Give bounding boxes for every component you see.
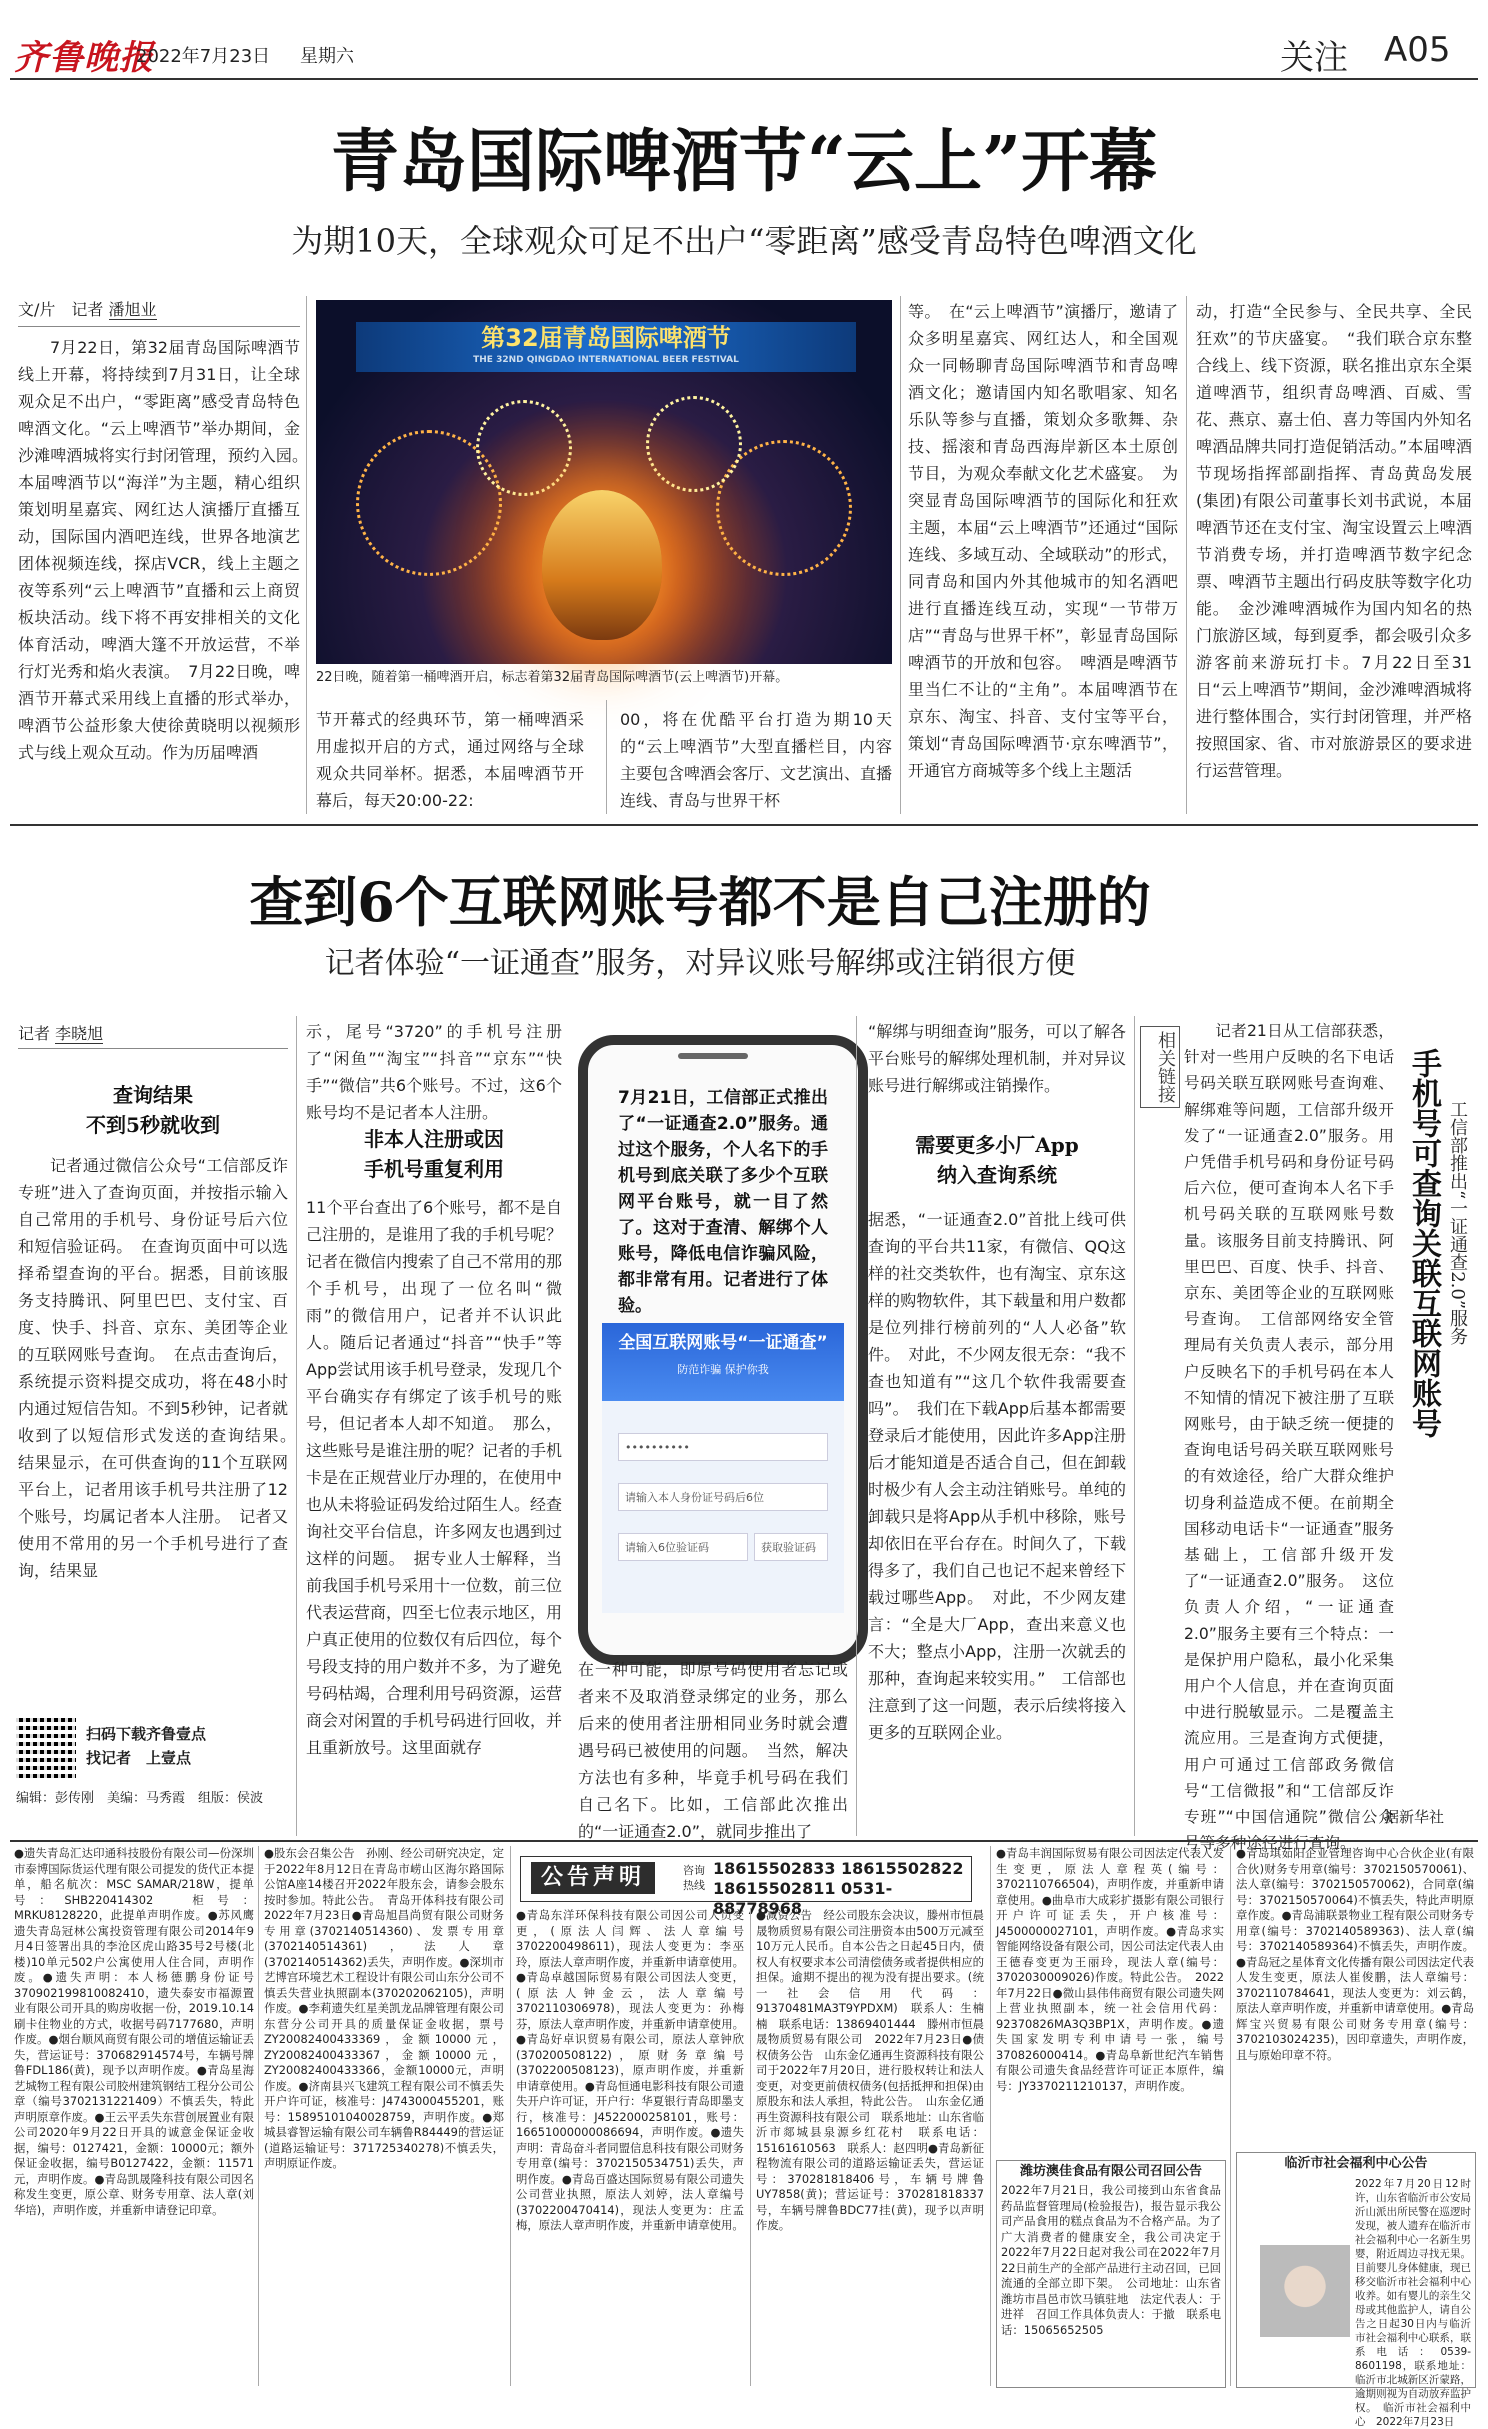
article1-column-1: 7月22日，第32届青岛国际啤酒节线上开幕，将持续到7月31日，让全球观众足不出户，“零距离”感受青岛特色啤酒文化。“云上啤酒节”举办期间，金沙滩啤酒城将实行封闭管理，预约入园。 本届啤酒节以“海洋”为主题，精心组织策划明星嘉宾、网红达人演播厅直播互动，国际国内酒吧连线，世界各地演艺团体视频连线，探店VCR，线上主题之夜等系列“云上啤酒节”直播和云上商贸板块活动。线下将不再安排相关的文化体育活动，啤酒大篷不开放运营，不举行灯光秀和焰火表演。 7月22日晚，啤酒节开幕式采用线上直播的形式举办，啤酒节公益形象大使徐黄晓明以视频形式与线上观众互动。作为历届啤酒 — [18, 338, 317, 762]
beer-festival-photo — [316, 300, 892, 664]
firework-shape — [476, 400, 572, 496]
divider — [18, 326, 300, 327]
infant-photo — [1260, 2245, 1350, 2337]
sidebar-body: 记者21日从工信部获悉，针对一些用户反映的名下电话号码关联互联网账号查询难、解绑难等问题，工信部升级开发了“一证通查2.0”服务。用户凭借手机号码和身份证号码后六位，便可查询本人名下手机号码关联的互联网账号数量。该服务目前支持腾讯、阿里巴巴、百度、快手、抖音、京东、美团等企业的互联网账号查询。 工信部网络安全管理局有关负责人表示，部分用户反映名下的手机号码在本人不知情的情况下被注册了互联网账号，由于缺乏统一便捷的查询电话号码关联互联网账号的有效途径，给广大群众维护切身利益造成不便。在前期全国移动电话卡“一证通查”服务基础上，工信部升级开发了“一证通查2.0”服务。 这位负责人介绍，“一证通查2.0”服务主要有三个特点：一是保护用户隐私，最小化采集用户个人信息，并在查询页面中进行脱敏显示。二是覆盖主流应用。三是查询方式便捷，用户可通过工信部政务微信号“工信微报”和“工信部反诈专班”“中国信通院”微信公众号等多种途径进行查询。 — [1184, 1022, 1394, 1853]
article1-column-4: 等。 在“云上啤酒节”演播厅，邀请了众多明星嘉宾、网红达人，和全国观众一同畅聊青岛国际啤酒节和青岛啤酒文化；邀请国内知名歌唱家、知名乐队等参与直播，策划众多歌舞、杂技、摇滚和青岛西海岸新区本土原创节目，为观众奉献文化艺术盛宴。 为突显青岛国际啤酒节的国际化和狂欢主题，本届“云上啤酒节”还通过“国际连线、多域互动、全域联动”的形式，同青岛和国内外其他城市的知名酒吧进行直播连线互动，实现“一节带万店”“青岛与世界干杯”，彰显青岛国际啤酒节的开放和包容。 啤酒是啤酒节里当仁不让的“主角”。本届啤酒节在京东、淘宝、抖音、支付宝等平台，策划“青岛国际啤酒节·京东啤酒节”，开通官方商城等多个线上主题活 — [908, 302, 1178, 780]
photo-caption: 22日晚，随着第一桶啤酒开启，标志着第32届青岛国际啤酒节(云上啤酒节)开幕。 — [316, 670, 789, 685]
article2-section2-title: 非本人注册或因 手机号重复利用 — [364, 1127, 504, 1181]
hotline-phones-2: 18615502811 0531-88778968 — [713, 1879, 893, 1918]
firework-shape — [646, 396, 742, 492]
article1-byline — [18, 298, 298, 322]
column-divider — [900, 296, 901, 814]
section-rule — [10, 824, 1478, 826]
column-divider — [1134, 1016, 1135, 1836]
ads-rule — [10, 1840, 1478, 1842]
article2-byline — [18, 1022, 288, 1046]
article1-column-2: 节开幕式的经典环节，第一桶啤酒采用虚拟开启的方式，通过网络与全球观众共同举杯。据悉，本届啤酒节开幕后，每天20:00-22: — [316, 710, 584, 810]
column-divider — [258, 1846, 259, 2386]
editor-credits: 编辑：彭传刚 美编：马秀霞 组版：侯波 — [16, 1791, 264, 1806]
ads-column-2: ●股东会召集公告 孙刚、经公司研究决定，定于2022年8月12日在青岛市崂山区海尔路国际公馆A座14楼召开2022年股东会，请参会股东按时参加。特此公告。 青岛开体科技有限公司 2022年7月23日●青岛旭昌尚贸有限公司财务专用章(3702140514360)、发票专用章(3702140514361)，法人章(3702140514362)丢失，声明作废。●深圳市艺博宫环境艺术工程设计有限公司山东分公司不慎丢失营业执照副本(370202062105)，声明作废。●李莉遗失红星美凯龙品牌管理有限公司东营分公司开具的质量保证金收据，票号ZY20082400433369，金额10000元，ZY20082400433367，金额10000元，ZY20082400433366，金额10000元，声明作废。●济南县兴飞建筑工程有限公司不慎丢失开户许可证，核准号：J4743000455201，账号：15895101040028759，声明作废。●郑城县睿智运输有限公司车辆鲁R84449的营运证(道路运输证号：371725340278)不慎丢失，声明原证作废。 — [264, 1846, 516, 2170]
beer-barrel — [542, 490, 662, 640]
ads-column-4: ●减资公告 经公司股东会决议，滕州市恒晨晟物质贸易有限公司注册资本由500万元减至10万元人民币。自本公告之日起45日内，债权人有权要求本公司清偿债务或者提供相应的担保。逾期不提出的视为没有提出要求。(统一社会信用代码：91370481MA3T9YPDXM) 联系人：生楠楠 联系电话：13869401444 滕州市恒晨晟物质贸易有限公司 2022年7月23日●债权债务公告 山东金亿通再生资源科技有限公司于2022年7月20日，进行股权转让和法人变更，对变更前债权债务(包括抵押和担保)由原股东和法人承担，特此公告。 山东金亿通再生资源科技有限公司 联系地址：山东省临沂市郯城县泉源乡红花村 联系电话：15161610563 联系人：赵四明●青岛新征程物流有限公司的道路运输证丢失，营运证号：370281818406号，车辆号牌鲁UY7858(黄)；营运证号：370281818337号，车辆号牌鲁BDC77挂(黄)，现予以声明作废。 — [756, 1908, 984, 2232]
ads-column-1: ●遗失青岛汇达印通科技股份有限公司—份深圳市泰博国际货运代理有限公司提发的货代正本提单，船名航次：MSC SAMAR/218W，提单号：SHB220414302 柜号：MRKU8128220，此提单声明作废。●苏风鹰遗失青岛冠林公寓投资管理有限公司2014年9月4日签署出具的李沧区虎山路35号2号楼(北楼)10单元502户公寓使用人住合同，声明作废。●遗失声明：本人杨德鹏身份证号370902199810082410，遗失泰安市福源置业有限公司开具的购房收据一份，2019.10.14刷卡住物业的方式，收据号码7177680，声明作废。●烟台顺风商贸有限公司的增值运输证丢失，营运证号：370682914574号，车辆号牌鲁FDL186(黄)，现予以声明作废。●青岛星海艺城物工程有限公司胶州建筑钢结工程分公司公章（编号3702131221409）不慎丢失，特此声明原章作废。●王云平丢失东营创展置业有限公司2020年9月22日开具的诚意金保证金收据，编号：0127421，金额：10000元；额外保证金收据，编号B0127422，金额：11571元，声明作废。●青岛凯晟隆科技有限公司因名称发生变更，原公章、财务专用章、法人章(刘华培)，声明作废，并重新申请登记印章。 — [14, 1846, 254, 2217]
related-link-label: 相关链接 — [1140, 1026, 1180, 1108]
sidebar-title: 手机号可查询关联互联网账号 — [1406, 1048, 1441, 1438]
id-suffix-field[interactable]: 请输入本人身份证号码后6位 — [618, 1483, 828, 1511]
issue-date: 2022年7月23日 — [136, 46, 271, 67]
article2-section3-title: 需要更多小厂App 纳入查询系统 — [915, 1133, 1079, 1187]
byline-prefix: 记者 — [18, 1024, 51, 1043]
article2-column-2: 11个平台查出了6个账号，都不是自己注册的，是谁用了我的手机号呢？ 记者在微信内搜索了自己不常用的那个手机号，出现了一位名叫“微雨”的微信用户，记者并不认识此人。随后记者通过“抖音”“快手”等App尝试用该手机号登录，发现几个平台确实存有绑定了该手机号的账号，但记者本人却不知道。 那么，这些账号是谁注册的呢？记者的手机卡是在正规营业厅办理的，在使用中也从未将验证码发给过陌生人。经查询社交平台信息，许多网友也遇到过这样的问题。 据专业人士解释，当前我国手机号采用十一位数，前三位代表运营商，四至七位表示地区，用户真正使用的位数仅有后四位，每个号段支持的用户数并不多，为了避免号码枯竭，合理利用号码资源，运营商会对闲置的手机号码进行回收，并且重新放号。这里面就存 — [306, 1198, 579, 1757]
column-divider — [510, 1846, 511, 2386]
column-divider — [1186, 296, 1187, 814]
divider — [18, 1048, 288, 1049]
ads-column-5: ●青岛丰润国际贸易有限公司因法定代表人发生变更，原法人章程英(编号：3702110766504)，声明作废，并重新申请章使用。●曲阜市大成彩扩摄影有限公司银行开户许可证丢失，开户核准号：J4500000027101，声明作废。●青岛求实智能网络设备有限公司，因公司法定代表人由王德春变更为王丽玲，现法人章(编号：3702030009026)作废。特此公告。 2022年7月22日●微山县伟伟商贸有限公司遗失网上营业执照副本，统一社会信用代码：92370826MA3Q3BP1X，声明作废。●遗失国家发明专利申请号一张，编号370826000414。●青岛阜新世纪汽车销售有限公司遗失食品经营许可证正本原件，编号：JY3370211210137，声明作废。 — [996, 1846, 1224, 2093]
phone-illustration — [578, 1035, 868, 1665]
page-number: A05 — [1384, 30, 1451, 70]
phone-screen — [602, 1323, 844, 1613]
article1-column-5: 动，打造“全民参与、全民共享、全民狂欢”的节庆盛宴。 “我们联合京东整合线上、线下资源，联名推出京东全渠道啤酒节，组织青岛啤酒、百威、雪花、燕京、嘉士伯、喜力等国内外知名啤酒品牌共同打造促销活动。”本届啤酒节现场指挥部副指挥、青岛黄岛发展(集团)有限公司董事长刘书武说，本届啤酒节还在支付宝、淘宝设置云上啤酒节消费专场，并打造啤酒节数字纪念票、啤酒节主题出行码皮肤等数字化功能。 金沙滩啤酒城作为国内知名的热门旅游区域，每到夏季，都会吸引众多游客前来游玩打卡。7月22日至31日“云上啤酒节”期间，金沙滩啤酒城将进行整体围合，实行封闭管理，并严格按照国家、省、市对旅游景区的要求进行运营管理。 — [1196, 302, 1472, 780]
article1-subhead: 为期10天，全球观众可足不出户“零距离”感受青岛特色啤酒文化 — [291, 222, 1197, 260]
article2-column-3-bottom: 在一种可能，即原号码使用者忘记或者来不及取消登录绑定的业务，那么后来的使用者注册相同业务时就会遭遇号码已被使用的问题。 当然，解决方法也有多种，毕竟手机号码在我们自己名下。比如，工信部此次推出的“一证通查2.0”，就同步推出了 — [578, 1660, 848, 1841]
get-code-button[interactable]: 获取验证码 — [754, 1533, 828, 1561]
verify-code-field[interactable]: 请输入6位验证码 — [618, 1533, 748, 1561]
photo-banner: 第32届青岛国际啤酒节 THE 32ND QINGDAO INTERNATIONAL BEER FESTIVAL — [356, 322, 856, 372]
phone-notch — [678, 1053, 748, 1059]
hotline-label: 咨询热线 — [683, 1864, 705, 1892]
column-divider — [1230, 1846, 1231, 2386]
byline-name: 潘旭业 — [108, 300, 157, 319]
phone-screen-header: 全国互联网账号“一证通查” 防范诈骗 保护你我 — [602, 1323, 844, 1401]
byline-prefix: 文/片 记者 — [18, 300, 104, 319]
column-divider — [306, 296, 307, 814]
column-divider — [296, 1016, 297, 1836]
ads-column-3: ●青岛东洋环保科技有限公司因公司人员变更，(原法人闫辉、法人章编号3702200498611)，现法人变更为：李巫玲，原法人章声明作废，并重新申请章使用。●青岛卓越国际贸易有限公司因法人变更，(原法人钟金云，法人章编号3702110306978)，现法人变更为：孙梅芬，原法人章声明作废，并重新申请章使用。●青岛好卓识贸易有限公司，原法人章钟欣(370200508122)，原财务章编号(3702200508123)，原声明作废，并重新申请章使用。●青岛恒通电影科技有限公司遗失开户许可证，开户行：华夏银行青岛即墨支行，核准号：J4522000258101，账号：16651000000086694，声明作废。●遗失声明：青岛奋斗者同盟信息科技有限公司财务专用章(编号：3702150534751)丢失，声明作废。●青岛百盛达国际贸易有限公司遗失公司营业执照，原法人刘婷，法人章编号(3702200470414)，现法人变更为：庄孟梅，原法人章声明作废，并重新申请章使用。 — [516, 1908, 744, 2232]
qr-code[interactable] — [16, 1718, 76, 1778]
article2-subhead: 记者体验“一证通查”服务，对异议账号解绑或注销很方便 — [324, 946, 1076, 981]
recall-notice-box — [996, 2160, 1226, 2388]
phone-intro-text: 7月21日，工信部正式推出了“一证通查2.0”服务。通过这个服务，个人名下的手机号到底关联了多少个互联网平台账号，就一目了然了。这对于查清、解绑个人账号，降低电信诈骗风险，都非常有用。记者进行了体验。 — [618, 1088, 828, 1316]
article2-column-2-top: 示，尾号“3720”的手机号注册了“闲鱼”“淘宝”“抖音”“京东”“快手”“微信”共6个账号。不过，这6个账号均不是记者本人注册。 — [306, 1022, 562, 1122]
notice-label: 公告声明 — [531, 1862, 655, 1894]
masthead-rule — [10, 78, 1478, 80]
qr-caption: 扫码下载齐鲁壹点 找记者 上壹点 — [86, 1725, 207, 1767]
id-number-field[interactable]: •••••••••• — [618, 1433, 828, 1461]
issue-weekday: 星期六 — [300, 46, 354, 67]
recall-notice-body: 2022年7月21日，我公司接到山东省食品药品监督管理局(检验报告)，报告显示我公司产品食用的糕点食品为不合格产品。为了广大消费者的健康安全，我公司决定于2022年7月22日起对我公司在2022年7月22日前生产的全部产品进行主动召回，已回流通的全部立即下架。 公司地址：山东省潍坊市昌邑市饮马镇驻地 法定代表人：于进祥 召回工作具体负责人：于撤 联系电话：15065652505 — [1001, 2183, 1221, 2337]
column-divider — [990, 1846, 991, 2386]
notice-header — [520, 1856, 972, 1918]
newspaper-logo: 齐鲁晚报 — [14, 38, 154, 78]
article2-column-4: 据悉，“一证通查2.0”首批上线可供查询的平台共11家，有微信、QQ这样的社交类软件，也有淘宝、京东这样的购物软件，其下载量和用户数都是位列排行榜前列的“人人必备”软件。 对此，不少网友很无奈：“我不查也知道有”“这几个软件我需要查吗”。 我们在下载App后基本都需要登录后才能使用，因此许多App注册后才能知道是否适合自己，但在卸载时极少有人会主动注销账号。单纯的卸载只是将App从手机中移除，账号却依旧在平台存在。时间久了，下载得多了，我们自己也记不起来曾经下载过哪些App。 对此，不少网友建言：“全是大厂App，查出来意义也不大；整点小App，注册一次就丢的那种，查询起来较实用。” 工信部也注意到了这一问题，表示后续将接入更多的互联网企业。 — [868, 1210, 1126, 1742]
article2-column-1: 记者通过微信公众号“工信部反诈专班”进入了查询页面，并按指示输入自己常用的手机号、身份证号后六位和短信验证码。 在查询页面中可以选择希望查询的平台。据悉，目前该服务支持腾讯、阿里巴巴、支付宝、百度、快手、抖音、京东、美团等企业的互联网账号查询。 在点击查询后，系统提示资料提交成功，将在48小时内通过短信告知。不到5秒钟，记者就收到了以短信形式发送的查询结果。 结果显示，在可供查询的11个互联网平台上，记者用该手机号共注册了12个账号，均属记者本人注册。 记者又使用不常用的另一个手机号进行了查询，结果显 — [18, 1156, 305, 1580]
sidebar-source: 据新华社 — [1384, 1808, 1445, 1826]
article1-headline: 青岛国际啤酒节“云上”开幕 — [330, 122, 1158, 202]
sidebar-subtitle: 工信部推出“一证通查2.0”服务 — [1447, 1100, 1468, 1346]
article2-section1-title: 查询结果 不到5秒就收到 — [86, 1083, 220, 1137]
welfare-notice-title: 临沂市社会福利中心公告 — [1284, 2156, 1428, 2171]
welfare-notice-body: 2022年7月20日12时许，山东省临沂市公安局沂山派出所民警在巡逻时发现，被人遗弃在临沂市社会福利中心一名新生男婴，附近周边寻找无果。目前婴儿身体健康，现已移交临沂市社会福利中心收养。如有婴儿的亲生父母或其他监护人，请自公告之日起30日内与临沂市社会福利中心联系，联系电话：0539-8601198，联系地址：临沂市北城新区沂蒙路，逾期则视为自动放弃监护权。 临沂市社会福利中心 2022年7月23日 — [1355, 2178, 1471, 2428]
column-divider — [750, 1908, 751, 2386]
article2-headline: 查到6个互联网账号都不是自己注册的 — [249, 870, 1151, 934]
hotline-phones-1: 18615502833 18615502822 — [713, 1859, 964, 1878]
byline-name: 李晓旭 — [55, 1024, 104, 1043]
section-name: 关注 — [1280, 38, 1348, 78]
ads-column-6: ●青岛琪茹阳企业管理咨询中心合伙企业(有限合伙)财务专用章(编号：3702150570061)、法人章(编号：3702150570062)，合同章(编号：3702150570064)不慎丢失，特此声明原章作废。●青岛浦联景物业工程有限公司财务专用章(编号：3702140589363)、法人章(编号：3702140589364)不慎丢失，声明作废。●青岛冠之星体育文化传播有限公司因法定代表人发生变更，原法人崔俊鹏，法人章编号：3702110784641，现法人变更为：刘云鹤，原法人章声明作废，并重新申请章使用。●青岛辉宝兴贸易有限公司财务专用章(编号：3702103024235)，因印章遗失，声明作废，且与原始印章不符。 — [1236, 1846, 1474, 2062]
column-divider — [856, 1016, 857, 1836]
article1-column-3: 00，将在优酷平台打造为期10天的“云上啤酒节”大型直播栏目，内容主要包含啤酒会客厅、文艺演出、直播连线、青岛与世界干杯 — [620, 710, 893, 810]
column-divider — [606, 700, 607, 814]
recall-notice-title: 潍坊澳佳食品有限公司召回公告 — [1019, 2164, 1202, 2179]
article2-column-4-top: “解绑与明细查询”服务，可以了解各平台账号的解绑处理机制，并对异议账号进行解绑或注销操作。 — [868, 1022, 1126, 1095]
